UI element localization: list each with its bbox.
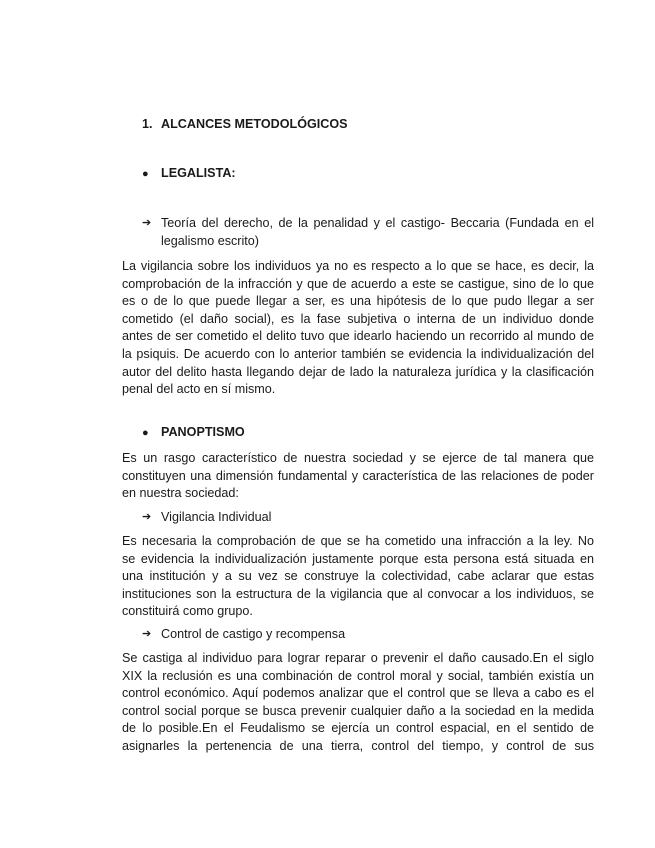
legalista-arrow-text: Teoría del derecho, de la penalidad y el castigo- Beccaria (Fundada en el legalismo escrito)	[161, 216, 594, 248]
paragraph-line: Se castiga al individuo para lograr reparar o prevenir el daño causado.En el siglo	[122, 651, 594, 665]
paragraph-line: cometido (el daño social), es la fase subjetiva o interna de un individuo donde	[122, 311, 594, 326]
paragraph-line: Es necesaria la comprobación de que se ha cometido una infracción a la ley. No	[122, 534, 594, 548]
bullet-icon: ●	[142, 427, 149, 439]
paragraph-line: XIX la reclusión es una combinación de control moral y social, también existía un	[122, 668, 594, 683]
paragraph-line: constituirá como grupo.	[122, 604, 253, 619]
paragraph-line: instituciones son la estructura de la vigilancia que al convocar a los individuos, se	[122, 586, 594, 601]
paragraph-line: en nuestra sociedad:	[122, 486, 239, 501]
legalista-arrow-item	[142, 214, 594, 250]
control-paragraph	[122, 650, 594, 756]
paragraph-line: autor del delito hasta llegando dejar de lado la naturaleza jurídica y la clasificación	[122, 364, 594, 379]
arrow-icon: ➔	[142, 511, 152, 523]
legalista-paragraph	[122, 258, 594, 399]
vigilancia-label: Vigilancia Individual	[161, 510, 272, 524]
panoptismo-heading	[142, 425, 245, 439]
control-arrow-item	[142, 625, 594, 643]
paragraph-line: de lo posible.En el Feudalismo se ejercía un control espacial, en el sentido de	[122, 721, 594, 736]
paragraph-line: una institución y a su vez se construye la colectividad, cabe aclarar que estas	[122, 569, 594, 584]
legalista-title: LEGALISTA:	[161, 166, 236, 180]
paragraph-line: penal del acto en sí mismo.	[122, 382, 276, 397]
paragraph-line: control social porque se busca prevenir cualquier daño a la sociedad en la medida	[122, 703, 594, 718]
paragraph-line: asignarles la pertenencia de una tierra, control del tiempo, y control de sus	[122, 738, 594, 753]
section-title: ALCANCES METODOLÓGICOS	[161, 117, 348, 131]
section-number: 1.	[142, 117, 153, 131]
paragraph-line: La vigilancia sobre los individuos ya no es respecto a lo que se hace, es decir, la	[122, 259, 594, 273]
bullet-icon: ●	[142, 168, 149, 180]
paragraph-line: se evidencia la individualización justamente porque esta persona está situada en	[122, 551, 594, 566]
panoptismo-title: PANOPTISMO	[161, 425, 245, 439]
vigilancia-arrow-item	[142, 508, 594, 526]
arrow-icon: ➔	[142, 628, 152, 640]
panoptismo-intro	[122, 450, 594, 503]
arrow-icon: ➔	[142, 217, 152, 229]
paragraph-line: comprobación de la infracción y que de acuerdo a este se castigue, sino de lo que	[122, 276, 594, 291]
paragraph-line: es o de lo que puede llegar a ser, es una hipótesis de lo que pudo llegar a ser	[122, 294, 594, 309]
paragraph-line: constituyen una dimensión fundamental y característica de las relaciones de poder	[122, 468, 594, 483]
paragraph-line: Es un rasgo característico de nuestra sociedad y se ejerce de tal manera que	[122, 451, 594, 465]
section-heading	[142, 117, 348, 131]
legalista-heading	[142, 166, 236, 180]
paragraph-line: antes de ser cometido el delito tuvo que idearlo haciendo un recorrido al mundo de	[122, 329, 594, 344]
paragraph-line: control económico. Aquí podemos analizar que el control que se lleva a cabo es el	[122, 686, 594, 701]
paragraph-line: la psiquis. De acuerdo con lo anterior también se evidencia la individualización del	[122, 346, 594, 361]
control-label: Control de castigo y recompensa	[161, 627, 346, 641]
vigilancia-paragraph	[122, 533, 594, 621]
